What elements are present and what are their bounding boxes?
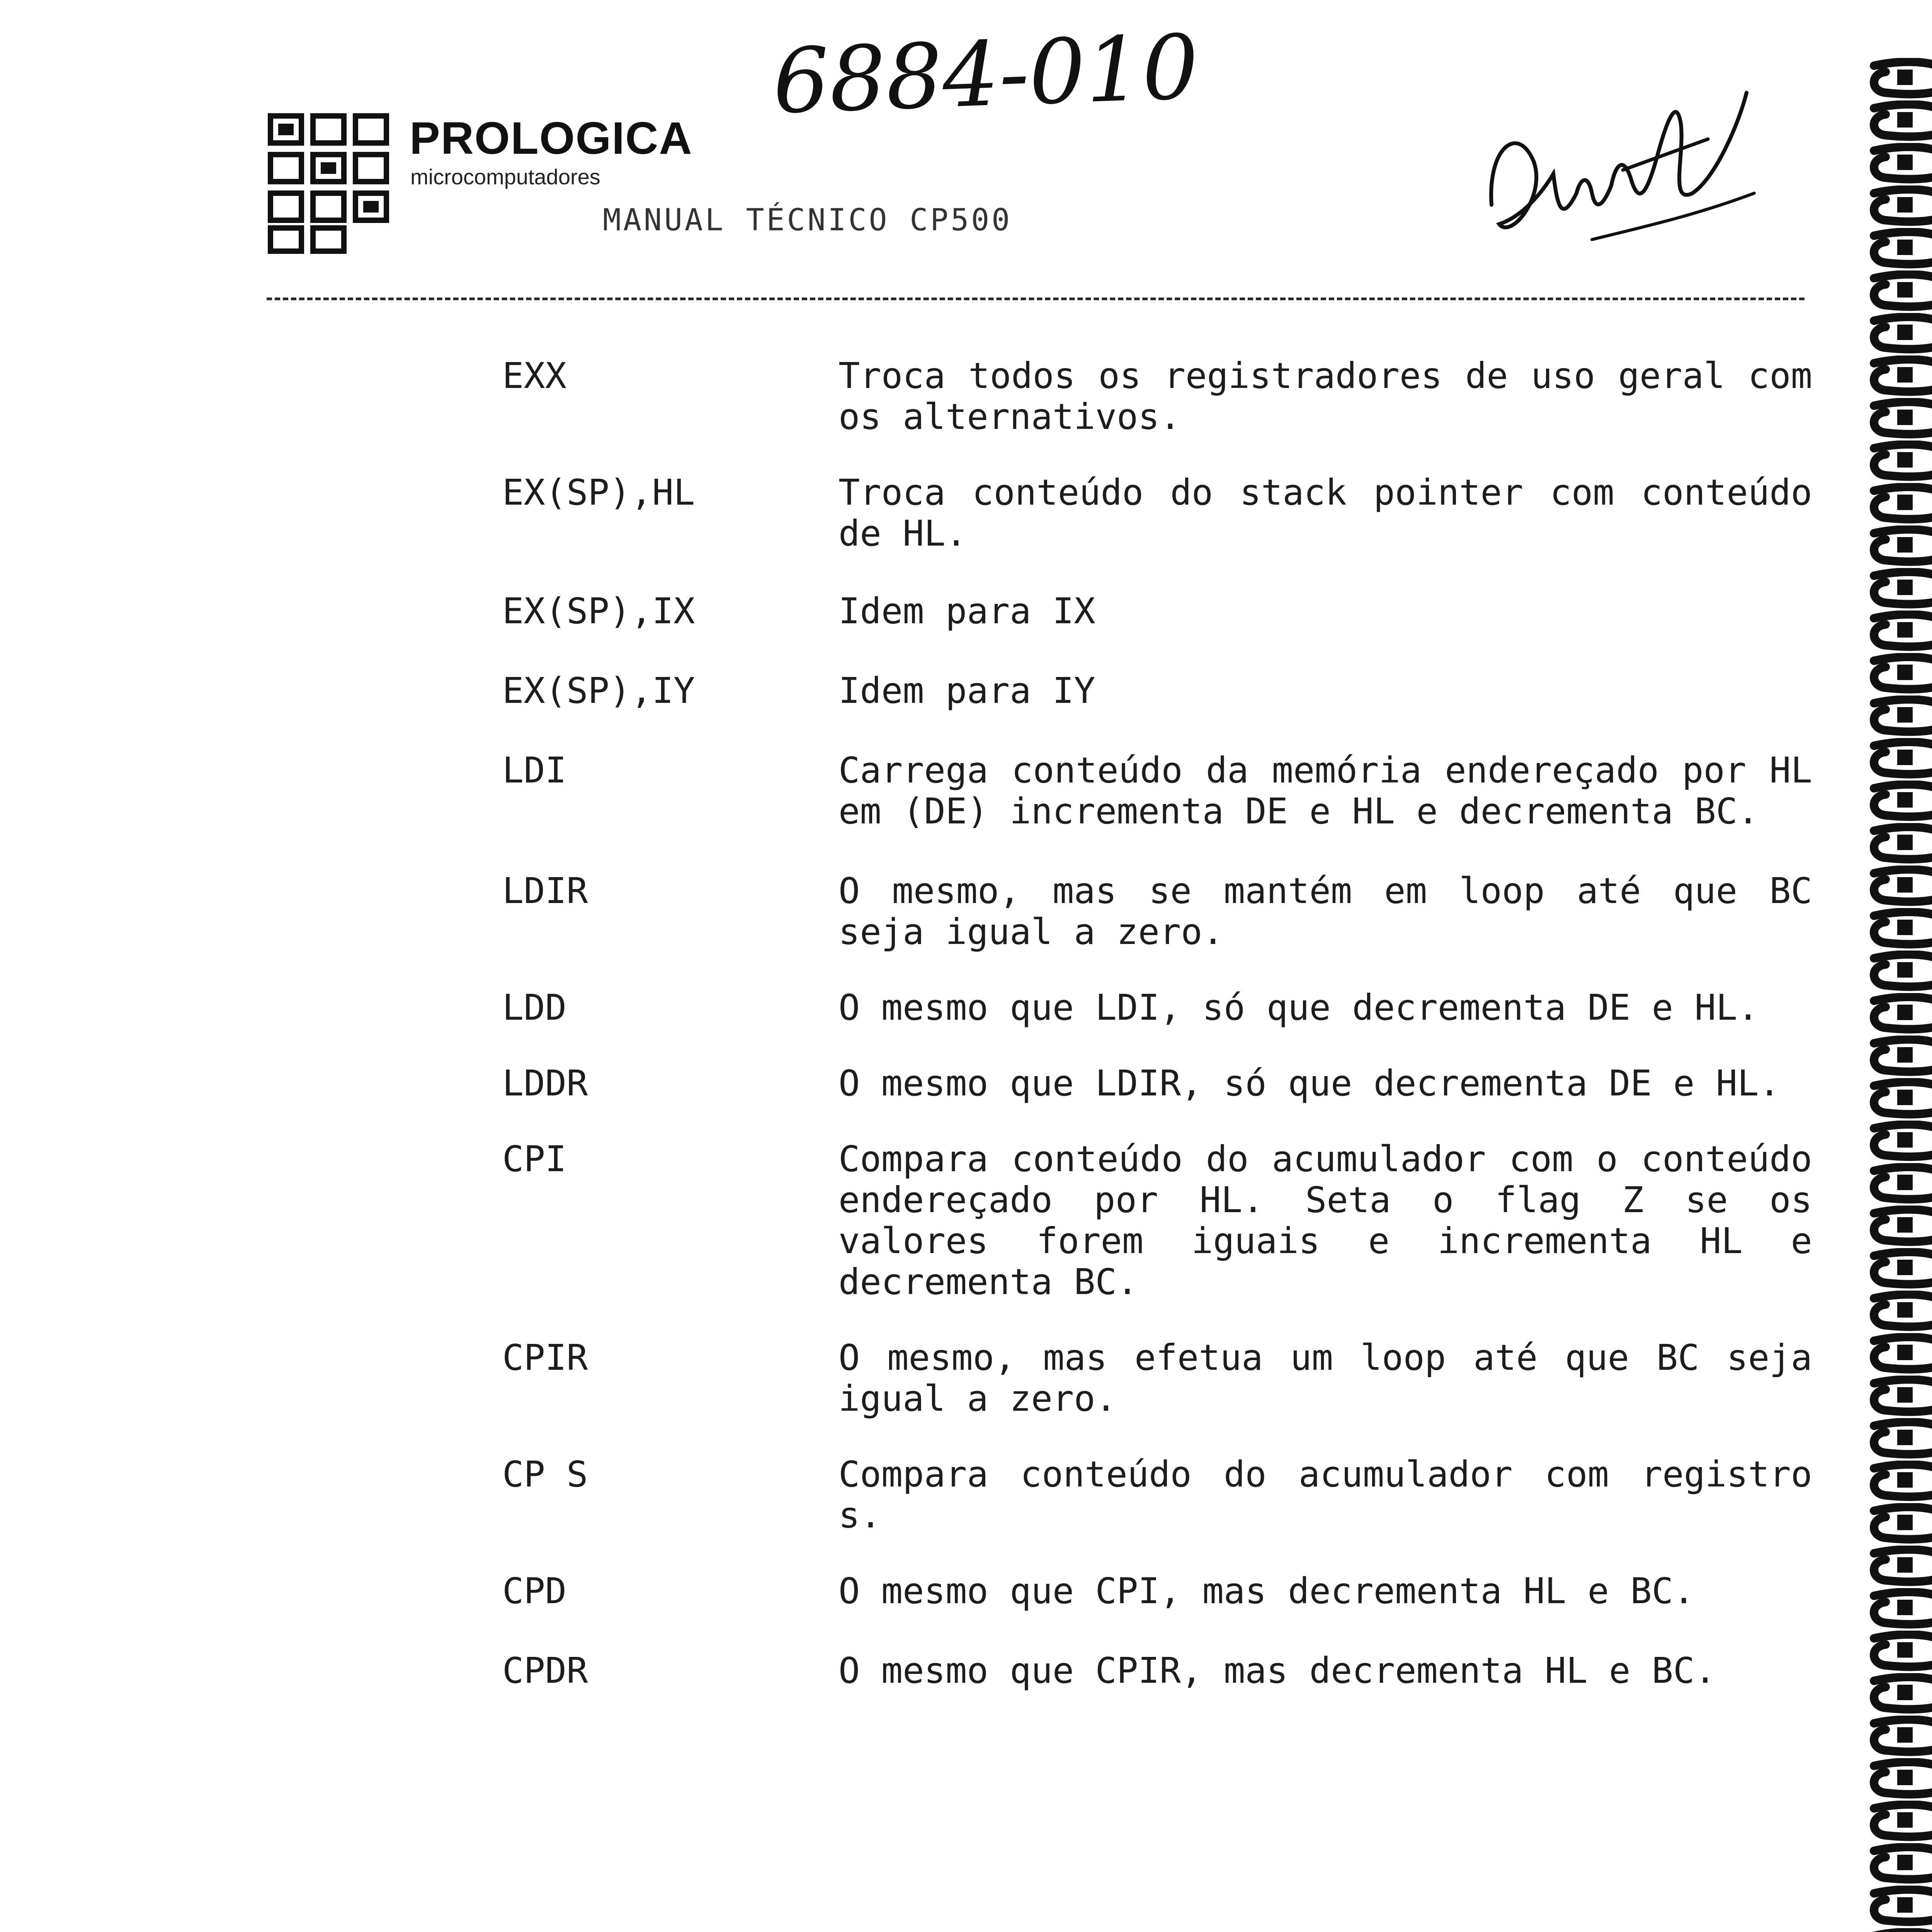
instruction-row <box>502 1139 1835 1303</box>
instruction-description: Compara conteúdo do acumulador com o conteúdo endereçado por HL. Seta o flag Z se os valores forem iguais e incrementa HL e decrementa BC. <box>838 1138 1812 1303</box>
instruction-description: Troca todos os registradores de uso geral com os alternativos. <box>838 355 1812 437</box>
prologica-logo-icon <box>267 112 394 255</box>
handwritten-signature <box>1476 77 1770 301</box>
instruction-description: O mesmo que CPI, mas decrementa HL e BC. <box>838 1570 1695 1612</box>
instruction-description: O mesmo que LDIR, só que decrementa DE e HL. <box>838 1063 1781 1104</box>
brand-name: PROLOGICA <box>410 113 693 164</box>
instruction-mnemonic: EXX <box>502 355 567 396</box>
instruction-description: O mesmo que LDI, só que decrementa DE e HL. <box>838 987 1759 1028</box>
instruction-row <box>502 591 1835 632</box>
spiral-binding-icon <box>1862 58 1932 1932</box>
instruction-mnemonic: CPI <box>502 1138 567 1180</box>
instruction-row <box>502 472 1835 554</box>
instruction-row <box>502 871 1835 952</box>
handwritten-code-top: 6884-010 <box>771 15 1201 134</box>
instruction-description: O mesmo, mas efetua um loop até que BC seja igual a zero. <box>838 1337 1812 1419</box>
instruction-list <box>502 355 1835 1691</box>
brand-tagline: microcomputadores <box>410 165 600 189</box>
instruction-description: Idem para IX <box>838 590 1095 632</box>
instruction-row <box>502 1571 1835 1612</box>
instruction-mnemonic: LDD <box>502 987 567 1028</box>
instruction-mnemonic: CP S <box>502 1454 588 1495</box>
instruction-mnemonic: LDDR <box>502 1063 588 1104</box>
instruction-row <box>502 987 1835 1028</box>
instruction-description: O mesmo, mas se mantém em loop até que BC seja igual a zero. <box>838 870 1812 952</box>
instruction-mnemonic: EX(SP),IX <box>502 590 695 632</box>
instruction-row <box>502 1063 1835 1104</box>
instruction-row <box>502 670 1835 711</box>
instruction-mnemonic: CPD <box>502 1570 567 1612</box>
instruction-description: Carrega conteúdo da memória endereçado por HL em (DE) incrementa DE e HL e decrementa BC. <box>838 750 1812 832</box>
instruction-description: O mesmo que CPIR, mas decrementa HL e BC. <box>838 1650 1716 1691</box>
instruction-row <box>502 1337 1835 1419</box>
instruction-mnemonic: LDI <box>502 750 567 791</box>
manual-title: MANUAL TÉCNICO CP500 <box>603 203 1012 238</box>
instruction-mnemonic: CPDR <box>502 1650 588 1691</box>
instruction-row <box>502 750 1835 832</box>
instruction-description: Idem para IY <box>838 670 1095 711</box>
instruction-mnemonic: EX(SP),HL <box>502 472 695 513</box>
header-divider <box>267 298 1804 300</box>
instruction-mnemonic: EX(SP),IY <box>502 670 695 711</box>
instruction-row <box>502 1454 1835 1536</box>
instruction-mnemonic: CPIR <box>502 1337 588 1378</box>
instruction-description: Troca conteúdo do stack pointer com conteúdo de HL. <box>838 472 1812 554</box>
instruction-description: Compara conteúdo do acumulador com registro s. <box>838 1454 1812 1536</box>
instruction-mnemonic: LDIR <box>502 870 588 912</box>
instruction-row <box>502 1650 1835 1691</box>
instruction-row <box>502 355 1835 437</box>
